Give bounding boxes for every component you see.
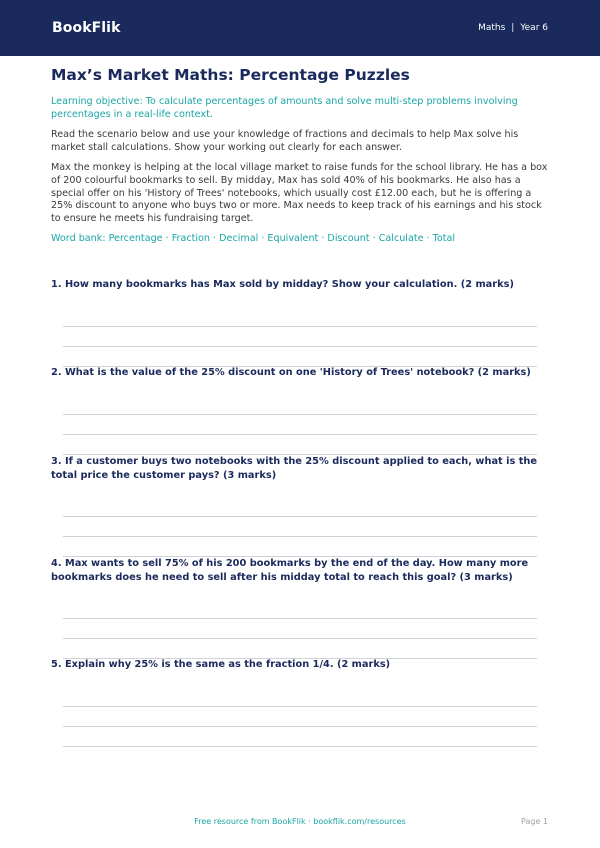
brand-logo-text: BookFlik — [52, 20, 121, 36]
answer-line[interactable] — [63, 726, 537, 727]
answer-line[interactable] — [63, 326, 537, 327]
learning-objective: Learning objective: To calculate percentages of amounts and solve multi-step problems involving percentages in a real-life context. — [51, 96, 518, 120]
answer-line[interactable] — [63, 414, 537, 415]
question-2: 2. What is the value of the 25% discount on one 'History of Trees' notebook? (2 marks) — [51, 367, 531, 378]
answer-line[interactable] — [63, 434, 537, 435]
worksheet-title: Max’s Market Maths: Percentage Puzzles — [51, 66, 410, 84]
question-1: 1. How many bookmarks has Max sold by midday? Show your calculation. (2 marks) — [51, 279, 514, 290]
answer-line[interactable] — [63, 536, 537, 537]
question-5: 5. Explain why 25% is the same as the fraction 1/4. (2 marks) — [51, 659, 391, 670]
subject-label: Maths — [478, 23, 506, 33]
answer-line[interactable] — [63, 346, 537, 347]
question-4: 4. Max wants to sell 75% of his 200 bookmarks by the end of the day. How many more bookmarks does he need to sell after his midday total to reach this goal? (3 marks) — [51, 558, 529, 583]
question-3: 3. If a customer buys two notebooks with the 25% discount applied to each, what is the total price the customer pays? (3 marks) — [51, 456, 538, 481]
meta-separator: | — [511, 23, 515, 33]
answer-line[interactable] — [63, 618, 537, 619]
footer-credit: Free resource from BookFlik · bookflik.com/resources — [194, 817, 406, 826]
word-bank: Word bank: Percentage · Fraction · Decimal · Equivalent · Discount · Calculate · Total — [51, 233, 456, 245]
scenario-text: Max the monkey is helping at the local village market to raise funds for the school library. He has a box of 200 colourful bookmarks to sell. By midday, Max has sold 40% of his bookmarks. He also has a special offer on his 'History of Trees' notebooks, which usually cost £12.00 each, but he is offering a 25% discount to anyone who buys two or more. Max needs to keep track of his earnings and his stock to ensure he meets his fundraising target. — [51, 162, 548, 224]
answer-line[interactable] — [63, 746, 537, 747]
instructions-text: Read the scenario below and use your knowledge of fractions and decimals to help Max solve his market stall calculations. Show your working out clearly for each answer. — [51, 129, 519, 153]
answer-line[interactable] — [63, 516, 537, 517]
page-header — [0, 0, 600, 56]
worksheet-intro — [51, 64, 549, 246]
answer-line[interactable] — [63, 706, 537, 707]
answer-line[interactable] — [63, 638, 537, 639]
page-number: Page 1 — [521, 817, 548, 826]
subject-year-label — [478, 23, 548, 33]
year-label: Year 6 — [520, 23, 548, 33]
